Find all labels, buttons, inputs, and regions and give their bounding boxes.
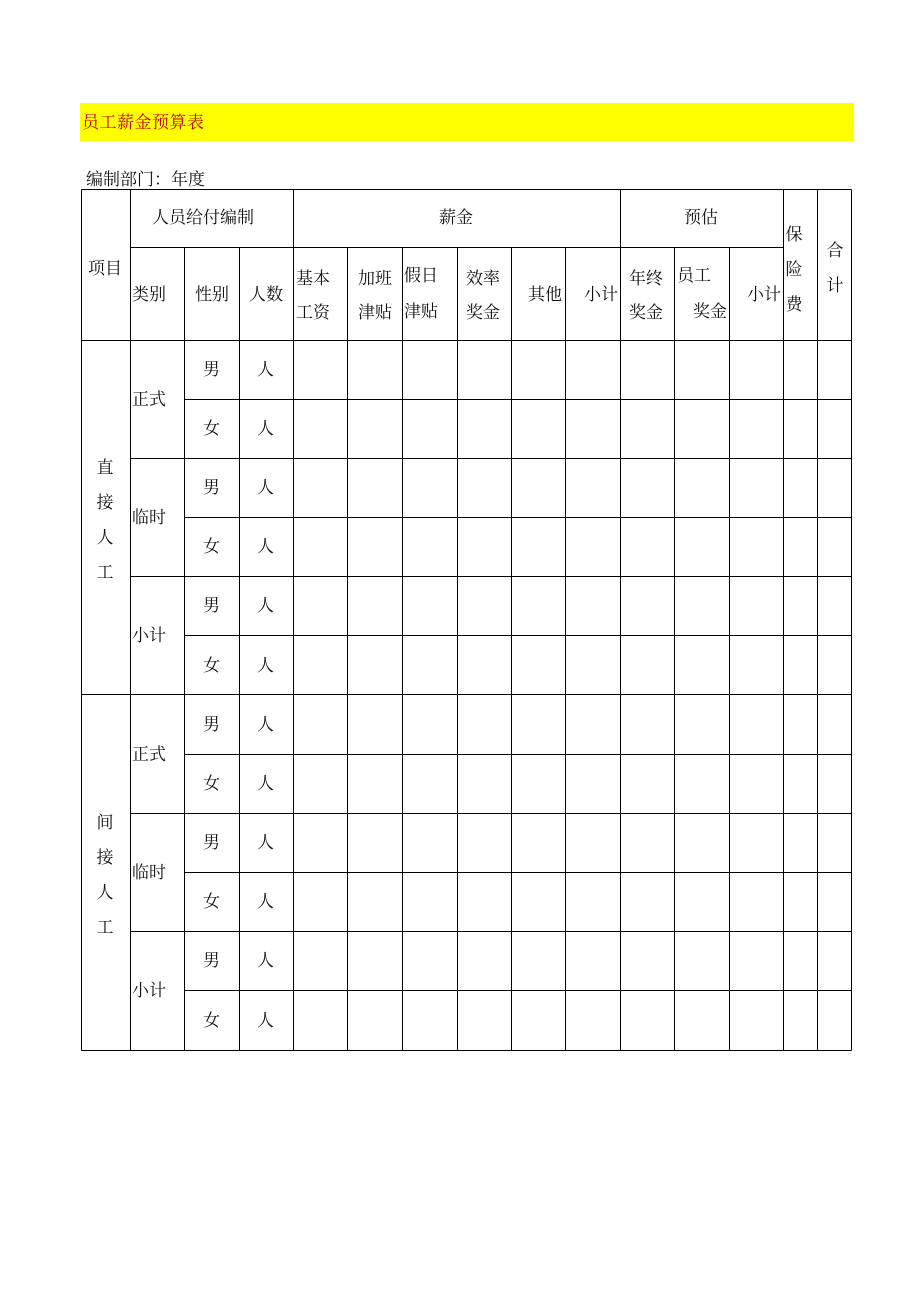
gender-label: 女 [203, 656, 220, 676]
count-unit: 人 [257, 833, 274, 853]
count-unit: 人 [257, 478, 274, 498]
count-unit: 人 [257, 774, 274, 794]
header-year-end-bonus: 年终 奖金 [629, 269, 663, 323]
count-unit: 人 [257, 537, 274, 557]
gender-label: 女 [203, 892, 220, 912]
header-gender: 性别 [195, 285, 229, 305]
header-other: 其他 [528, 285, 562, 305]
header-efficiency-bonus: 效率 奖金 [466, 269, 500, 323]
header-insurance: 保 险 费 [785, 225, 803, 315]
count-unit: 人 [257, 951, 274, 971]
count-unit: 人 [257, 1011, 274, 1031]
category-label: 正式 [132, 390, 166, 410]
header-total: 合 计 [826, 241, 844, 296]
count-unit: 人 [257, 715, 274, 735]
gender-label: 男 [203, 596, 220, 616]
count-unit: 人 [257, 360, 274, 380]
gender-label: 女 [203, 419, 220, 439]
gender-label: 女 [203, 774, 220, 794]
department-year-line: 编制部门：年度 [86, 170, 205, 190]
header-count: 人数 [249, 285, 283, 305]
header-staffing: 人员给付编制 [152, 208, 254, 228]
header-item: 项目 [88, 259, 122, 279]
group-label-direct: 直 接 人 工 [96, 458, 114, 583]
count-unit: 人 [257, 656, 274, 676]
category-label: 正式 [132, 745, 166, 765]
category-label: 临时 [132, 508, 166, 528]
header-base-pay: 基本 工资 [296, 269, 330, 323]
header-employee-bonus: 员工 奖金 [677, 266, 727, 322]
header-salary: 薪金 [439, 208, 473, 228]
gender-label: 男 [203, 833, 220, 853]
gender-label: 男 [203, 478, 220, 498]
category-label: 小计 [132, 981, 166, 1001]
gender-label: 男 [203, 360, 220, 380]
header-overtime-allowance: 加班 津贴 [358, 269, 392, 323]
category-label: 临时 [132, 863, 166, 883]
category-label: 小计 [132, 626, 166, 646]
gender-label: 男 [203, 951, 220, 971]
gender-label: 女 [203, 537, 220, 557]
header-estimate: 预估 [684, 208, 718, 228]
count-unit: 人 [257, 419, 274, 439]
header-category: 类别 [132, 285, 166, 305]
header-salary-subtotal: 小计 [584, 285, 618, 305]
header-estimate-subtotal: 小计 [747, 285, 781, 305]
count-unit: 人 [257, 892, 274, 912]
group-label-indirect: 间 接 人 工 [96, 813, 114, 938]
count-unit: 人 [257, 596, 274, 616]
gender-label: 男 [203, 715, 220, 735]
gender-label: 女 [203, 1011, 220, 1031]
page-title: 员工薪金预算表 [82, 113, 205, 133]
header-holiday-allowance: 假日 津贴 [404, 266, 438, 322]
